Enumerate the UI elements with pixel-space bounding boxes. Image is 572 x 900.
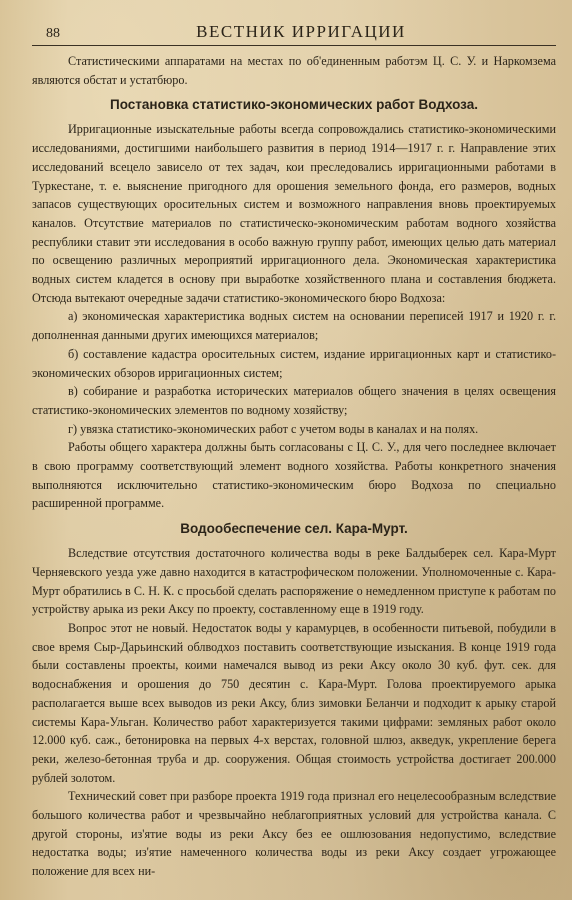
intro-paragraph: Статистическими аппаратами на местах по об'единенным работэм Ц. С. У. и Наркомзема являются обстат и устатбюро. xyxy=(32,54,556,87)
paragraph: Ирригационные изыскательные работы всегда сопровождались статистико-экономическими исследованиями, достигшими наибольшего развития в период 1914—1917 г. г. Направление этих исследований всецело зависело от тех задач, кои преследовались ирригационными работами в Туркестане, т. е. выяснение пригодного для орошения земельного фонда, его размеров, водных запасов существующих оросительных систем и возможного направления вновь проектируемых каналов. Отсутствие материалов по статистическо-экономическим работам водного хозяйства республики ставит эти исследования в особо важную группу работ, имеющих целью дать материал по освещению различных мероприятий ирригационного дела. Экономическая характеристика водных систем кладется в основу при выработке хозяйственного плана и составления бюджета. Отсюда вытекают очередные задачи статистико-экономического бюро Водхоза: xyxy=(32,122,556,305)
paragraph: Работы общего характера должны быть согласованы с Ц. С. У., для чего последнее включает в свою программу соответствующий элемент водного хозяйства. Работы конкретного значения выполняются исключительно статистико-экономическим бюро Водхоза по специально расширенной программе. xyxy=(32,440,556,511)
paragraph: Вследствие отсутствия достаточного количества воды в реке Балдыберек сел. Кара-Мурт Черняевского уезда уже давно находится в катастрофическом положении. Уполномоченные с. Кара-Мурт обратились в С. Н. К. с просьбой сделать распоряжение о немедленном приступе к работам по устройству арыка из реки Аксу по проекту, составленному еще в 1919 году. xyxy=(32,546,556,617)
section-heading-statistics: Постановка статистико-экономических работ Водхоза. xyxy=(110,97,478,113)
list-item-c: в) собирание и разработка исторических материалов общего значения в целях освещения статистико-экономических элементов по водному хозяйству; xyxy=(32,384,556,417)
section-heading-water-supply: Водообеспечение сел. Кара-Мурт. xyxy=(180,521,408,537)
list-item-b: б) составление кадастра оросительных систем, издание ирригационных карт и статистико-экономических обзоров ирригационных систем; xyxy=(32,346,556,380)
list-item-a: а) экономическая характеристика водных систем на основании переписей 1917 и 1920 г. г. дополненная данными других имеющихся материалов; xyxy=(32,309,556,343)
paragraph: Технический совет при разборе проекта 1919 года признал его нецелесообразным вследствие большого количества работ и чрезвычайно неблагоприятных условий для устройства канала. С другой стороны, из'ятие воды из реки Аксу без ее ошлюзования недопустимо, вследствие недостатка воды; из'ятие намеченного количества воды из реки Аксу создает угрожающее положение для всех ни- xyxy=(32,789,556,879)
page-header xyxy=(32,22,556,46)
journal-title: ВЕСТНИК ИРРИГАЦИИ xyxy=(196,22,406,41)
page-number: 88 xyxy=(46,26,60,41)
paragraph: Вопрос этот не новый. Недостаток воды у карамурцев, в особенности питьевой, побудили в свое время Сыр-Дарьинский облводхоз поставить соответствующие изыскания. В конце 1919 года были составлены проекты, коими намечался вывод из реки Аксу около 30 куб. фут. сек. для водоснабжения и орошения до 750 десятин с. Кара-Мурт. Голова проектируемого арыка располагается выше всех выводов из реки Аксу, близ зимовки Беланчи и подходит к арыку старой системы Кара-Ульган. Количество работ характеризуется такими цифрами: земляных работ около 12.000 куб. саж., бетонировка на первых 4-х верстах, головной шлюз, акведук, укрепление берега реки, железо-бетонная труба и др. сооружения. Общая стоимость устройства достигает 200.000 рублей золотом. xyxy=(32,620,556,785)
list-item-d: г) увязка статистико-экономических работ с учетом воды в каналах и на полях. xyxy=(68,421,479,436)
